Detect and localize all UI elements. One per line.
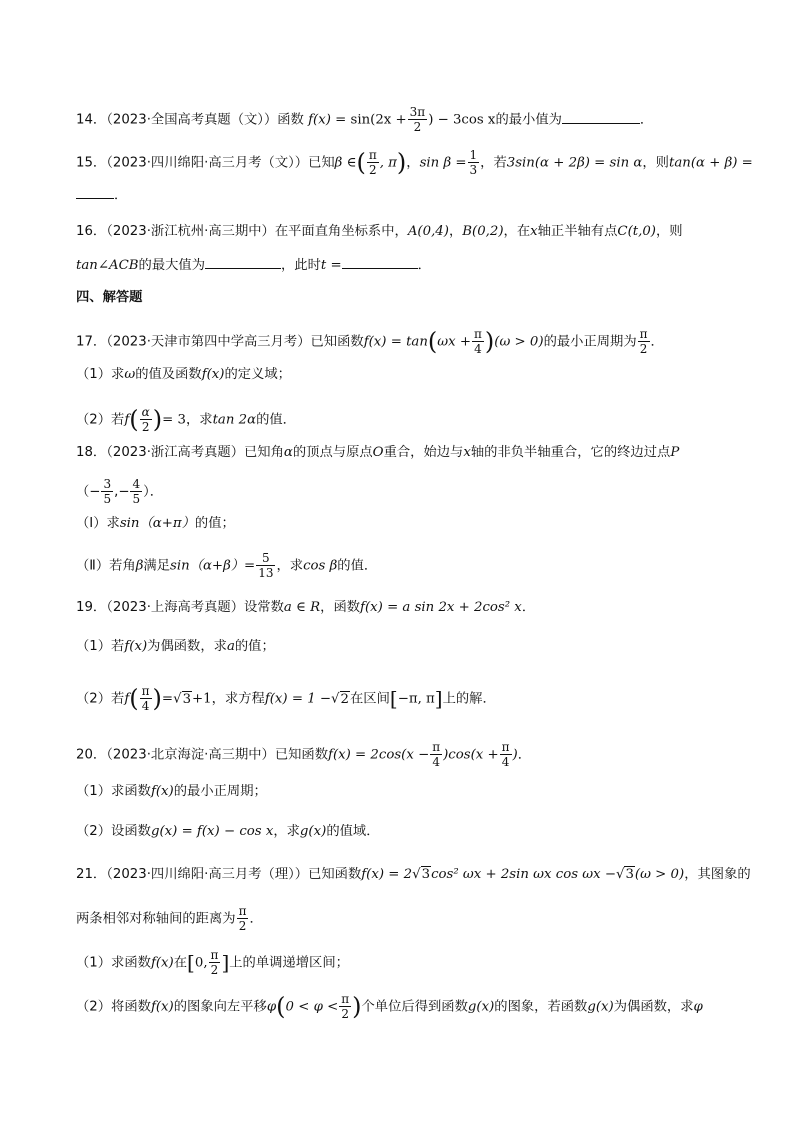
q21-p2-c: 个单位后得到函数	[361, 999, 468, 1015]
q19-p2-c: 在区间	[350, 691, 390, 707]
question-17: 17．（2023·天津市第四中学高三月考）已知函数f(x) = tan(ωx + $\frac{\pi}{4}$ )(ω > 0)的最小正周期为 $\frac{\pi}{2}$ ．	[76, 327, 664, 356]
q20-part-1	[76, 782, 267, 802]
question-15: 15．（2023·四川绵阳·高三月考（文））已知β ∈( $\frac{\pi}{2}$ , π)，sin β = $\frac{1}{3}$ ，若3sin(α + 2β) = sin α，则tan(α + β) =	[76, 148, 753, 177]
q20-part-2	[76, 822, 380, 842]
q19-a-in: a ∈ R	[283, 600, 321, 615]
q21-cond: (ω > 0)	[634, 867, 685, 882]
q14-fraction: $\frac{3\pi}{2}$	[409, 105, 426, 134]
q21-p1-b: 在	[173, 955, 188, 971]
q19-p2-b: ，求方程	[211, 691, 265, 707]
q21-part-1: （1）求函数f(x)在[0, $\frac{\pi}{2}$ ]上的单调递增区间；	[76, 948, 349, 977]
q18-pt-open: （−	[76, 484, 101, 500]
q18-origin: O	[372, 445, 384, 460]
q21-p2-frac: $\frac{\pi}{2}$	[341, 992, 350, 1021]
q18-number: 18．	[76, 445, 107, 460]
q14-source: （2023·全国高考真题（文））	[106, 112, 278, 128]
q17-p1-c: 的定义域；	[224, 367, 291, 382]
q17-fx: f(x) = tan	[363, 334, 428, 350]
q21-p1-int-a: 0,	[194, 955, 208, 971]
q17-p2-eq: = 3	[162, 412, 186, 428]
q18-p2-cos: cos β	[303, 558, 338, 574]
q18-pt-close: ）．	[143, 484, 164, 500]
q17-period-frac: $\frac{\pi}{2}$	[639, 327, 648, 356]
q15-sep: ，	[406, 155, 420, 171]
q20-p2-c: 的值域．	[326, 824, 380, 839]
q14-text-2: 的最小值为	[495, 112, 562, 128]
q20-text: 已知函数	[274, 747, 329, 763]
q16-text-3: 轴正半轴有点	[537, 224, 618, 239]
question-18	[76, 443, 679, 463]
q18-p2-expr: sin（α+β）=	[170, 558, 256, 574]
q17-end: ．	[650, 334, 664, 350]
q21-p2-a: （2）将函数	[76, 999, 151, 1015]
q16-text: 在平面直角坐标系中，	[274, 224, 408, 239]
q17-p1-b: 的值及函数	[135, 367, 202, 382]
q21-p1-a: （1）求函数	[76, 955, 151, 971]
q19-end: ．	[521, 600, 536, 615]
q21-p1-c: 上的单调递增区间；	[229, 955, 349, 971]
q14-eq-a: = sin(2x +	[335, 112, 407, 128]
q18-text-2: 的顶点与原点	[292, 445, 373, 460]
q18-part-1	[76, 514, 235, 534]
q20-source: （2023·北京海淀·高三期中）	[106, 747, 275, 763]
q19-fx: f(x) = a sin 2x + 2cos² x	[360, 600, 522, 615]
q20-frac-2: $\frac{\pi}{4}$	[501, 740, 510, 769]
q16-sep: ，	[448, 224, 463, 239]
q18-p1-b: 的值；	[194, 516, 235, 531]
q17-text: 已知函数	[310, 334, 364, 350]
q15-expr1: 3sin(α + 2β) = sin α	[506, 155, 643, 171]
q16-line-2	[76, 256, 431, 276]
q20-p2-expr: g(x) = f(x) − cos x	[150, 824, 274, 839]
q19-p1-f: f(x)	[124, 639, 148, 654]
q15-text-3: ，若	[480, 155, 507, 171]
question-21	[76, 865, 751, 885]
q21-p2-g: g(x)	[467, 999, 495, 1015]
q15-frac-13: $\frac{1}{3}$	[469, 148, 478, 177]
q15-sinb: sin β =	[419, 155, 467, 171]
q21-p2-f: f(x)	[150, 999, 174, 1015]
q18-point	[76, 477, 163, 506]
q20-number: 20．	[76, 747, 107, 763]
q19-p2-a: （2）若	[76, 691, 125, 707]
q18-text-4: 轴的非负半轴重合，它的终边过点	[470, 445, 671, 460]
q18-p2-beta: β	[135, 558, 144, 574]
q19-p2-f: f	[124, 691, 130, 707]
q21-text-2: ，其图象的	[684, 867, 751, 882]
q20-p2-g: g(x)	[299, 824, 327, 839]
q17-frac-pi4: $\frac{\pi}{4}$	[474, 327, 482, 356]
q19-source: （2023·上海高考真题）	[106, 600, 245, 615]
q21-p2-d: 的图象，若函数	[494, 999, 588, 1015]
q16-point-a: A(0,4)	[407, 224, 449, 239]
q21-l2-a: 两条相邻对称轴间的距离为	[76, 911, 236, 927]
q19-p1-a: （1）若	[76, 639, 125, 654]
q16-text-4: ，则	[656, 224, 683, 239]
section-heading: 四、解答题	[76, 290, 143, 305]
sqrt-icon: √	[331, 691, 340, 707]
q17-p2-b: ，求	[185, 412, 213, 428]
q19-frac-pi4: $\frac{\pi}{4}$	[141, 684, 150, 713]
q21-sqrt3-b: 3	[625, 867, 634, 882]
q14-eq-b: ) − 3cos x	[428, 112, 496, 128]
q19-p2-sqrt2: 2	[340, 691, 349, 707]
q16-source: （2023·浙江杭州·高三期中）	[106, 224, 275, 239]
q15-beta-in: β ∈	[334, 155, 357, 171]
q18-point-p: P	[670, 445, 680, 460]
q20-frac-1: $\frac{\pi}{4}$	[432, 740, 441, 769]
q19-p1-c: 的值；	[234, 639, 275, 654]
q17-inner: ωx +	[437, 334, 472, 350]
q19-p2-eq: =	[161, 691, 174, 707]
q19-p2-eq2: f(x) = 1 −	[264, 691, 332, 707]
q20-p2-b: ，求	[273, 824, 300, 839]
q16-x: x	[530, 224, 538, 239]
q16-text-6: ，此时	[281, 258, 321, 273]
q15-text-4: ，则	[642, 155, 669, 171]
q17-text-2: 的最小正周期为	[543, 334, 637, 350]
q21-p2-phi2: φ	[693, 999, 703, 1015]
q14-end: ．	[639, 112, 654, 128]
q19-p2-plus1: +1	[192, 691, 212, 707]
q17-cond: (ω > 0)	[494, 334, 544, 350]
q18-p1-a: （Ⅰ）求	[76, 516, 120, 531]
q18-p2-c: ，求	[276, 558, 304, 574]
q21-fx-a: f(x) = 2	[361, 867, 413, 882]
q19-number: 19．	[76, 600, 107, 615]
q17-number: 17．	[76, 334, 107, 350]
q18-p2-end: 的值．	[337, 558, 378, 574]
q14-number: 14．	[76, 112, 107, 128]
q17-source: （2023·天津市第四中学高三月考）	[106, 334, 311, 350]
q16-blank-1	[205, 256, 281, 269]
q17-p1-a: （1）求	[76, 367, 125, 382]
q15-frac-pi2: $\frac{\pi}{2}$	[368, 148, 377, 177]
q16-end: ．	[417, 258, 431, 273]
q21-frac-pi2: $\frac{\pi}{2}$	[238, 904, 247, 933]
q21-text: 已知函数	[308, 867, 362, 882]
q16-number: 16．	[76, 224, 107, 239]
sqrt-icon: √	[412, 867, 421, 882]
q21-l2-end: ．	[249, 911, 263, 927]
sqrt-icon: √	[615, 867, 625, 882]
q15-interval: , π	[379, 155, 397, 171]
q19-p1-a-var: a	[226, 639, 235, 654]
q18-p2-a: （Ⅱ）若角	[76, 558, 136, 574]
q17-part-2: （2）若f( $\frac{\alpha}{2}$ )= 3，求tan 2α的值．	[76, 405, 296, 434]
question-14	[76, 105, 653, 134]
q14-answer-blank	[562, 111, 640, 124]
q21-p1-frac: $\frac{\pi}{2}$	[210, 948, 219, 977]
q18-alpha: α	[283, 445, 293, 460]
q21-p2-g2: g(x)	[587, 999, 614, 1015]
q19-p2-end: 上的解．	[442, 691, 496, 707]
q17-p2-tan: tan 2α	[212, 412, 257, 428]
q20-mid: )cos(x +	[443, 747, 499, 763]
q17-p1-f: f(x)	[201, 367, 225, 382]
q20-end: ．	[517, 747, 532, 763]
q18-pt-mid: ,−	[114, 484, 130, 500]
q18-source: （2023·浙江高考真题）	[106, 445, 245, 460]
q18-x: x	[463, 445, 471, 460]
q18-frac-513: $\frac{5}{13}$	[258, 551, 274, 580]
q20-fx: f(x) = 2cos(x −	[328, 747, 430, 763]
q14-fx: f(x)	[308, 112, 331, 128]
q21-number: 21．	[76, 867, 107, 882]
q18-text-3: 重合，始边与	[383, 445, 464, 460]
q20-p1-f: f(x)	[150, 784, 174, 799]
q14-text: 函数	[277, 112, 304, 128]
q16-text-2: ，在	[503, 224, 531, 239]
q15-answer-line	[76, 186, 127, 206]
q20-p1-b: 的最小正周期；	[173, 784, 267, 799]
q18-p1-expr: sin（α+π）	[119, 516, 195, 531]
q15-text: 已知	[308, 155, 335, 171]
q16-point-c: C(t,0)	[617, 224, 656, 239]
q21-source: （2023·四川绵阳·高三月考（理））	[106, 867, 309, 882]
q15-end: ．	[114, 188, 128, 203]
q19-part-2: （2）若f( $\frac{\pi}{4}$ )=√3+1，求方程f(x) = 1 −√2在区间[−π, π]上的解．	[76, 684, 496, 713]
q18-frac-45: $\frac{4}{5}$	[132, 477, 141, 506]
q21-p2-phi: φ	[266, 999, 277, 1015]
q15-expr2: tan(α + β) =	[668, 155, 753, 171]
q21-p2-cond: 0 < φ <	[285, 999, 339, 1015]
q17-p2-frac: $\frac{\alpha}{2}$	[141, 405, 150, 434]
q15-number: 15．	[76, 155, 107, 171]
q16-teq: t =	[320, 258, 342, 273]
question-20	[76, 740, 531, 769]
q18-part-2	[76, 551, 377, 580]
question-19	[76, 598, 535, 618]
q16-blank-2	[342, 256, 418, 269]
q19-p2-interval: −π, π	[397, 691, 435, 707]
q21-p2-e: 为偶函数，求	[613, 999, 694, 1015]
q20-p2-a: （2）设函数	[76, 824, 151, 839]
q17-p2-c: 的值．	[256, 412, 296, 428]
q15-answer-blank	[76, 186, 114, 199]
q16-text-5: 的最大值为	[138, 258, 206, 273]
q18-p2-b: 满足	[143, 558, 171, 574]
q17-p2-f: f	[124, 412, 130, 428]
q21-p1-f: f(x)	[150, 955, 174, 971]
q20-p1-a: （1）求函数	[76, 784, 151, 799]
q19-text-2: ，函数	[320, 600, 361, 615]
q21-fx-b: cos² ωx + 2sin ωx cos ωx −	[431, 867, 616, 882]
q21-p2-b: 的图象向左平移	[173, 999, 267, 1015]
q17-part-1	[76, 365, 291, 385]
q20-close: )	[512, 747, 518, 763]
q17-p2-a: （2）若	[76, 412, 125, 428]
q21-sqrt3-a: 3	[421, 867, 431, 882]
q19-p1-b: 为偶函数，求	[147, 639, 227, 654]
q16-point-b: B(0,2)	[462, 224, 504, 239]
q17-p1-omega: ω	[124, 367, 136, 382]
q21-line-2	[76, 904, 263, 933]
q18-text: 已知角	[244, 445, 284, 460]
sqrt-icon: √	[173, 691, 182, 707]
q19-p2-sqrt3: 3	[182, 691, 192, 707]
q19-text: 设常数	[244, 600, 284, 615]
question-16	[76, 222, 683, 242]
q16-tan: tan∠ACB	[76, 258, 139, 273]
q19-part-1	[76, 637, 275, 657]
q21-part-2: （2）将函数f(x)的图象向左平移φ(0 < φ < $\frac{\pi}{2}$ )个单位后得到函数g(x)的图象，若函数g(x)为偶函数，求φ	[76, 992, 703, 1021]
q18-frac-35: $\frac{3}{5}$	[103, 477, 112, 506]
q15-source: （2023·四川绵阳·高三月考（文））	[106, 155, 309, 171]
